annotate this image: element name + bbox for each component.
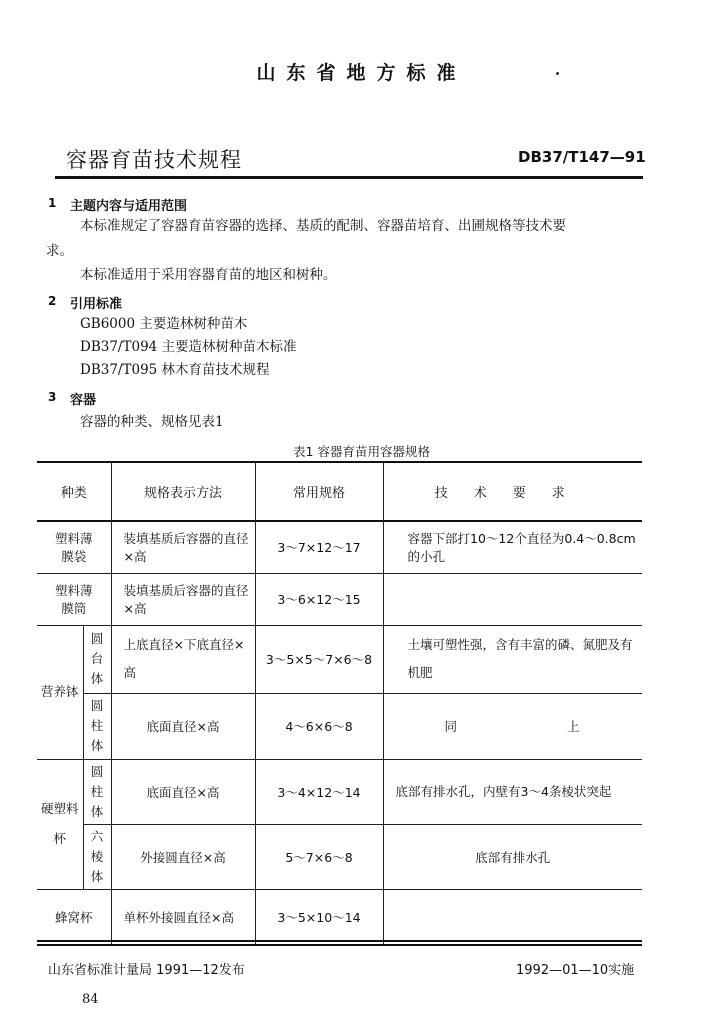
section-3-heading: 容器 bbox=[70, 393, 97, 408]
reference-item: DB37/T094 主要造林树种苗木标准 bbox=[80, 339, 297, 355]
section-1-para-line1: 本标准规定了容器育苗容器的选择、基质的配制、容器苗培育、出圃规格等技术要 bbox=[80, 218, 566, 234]
table-row bbox=[37, 693, 642, 759]
row-spec: 3～5×10～14 bbox=[255, 889, 383, 945]
row-type: 塑料薄膜筒 bbox=[37, 573, 111, 625]
row-type: 塑料薄膜袋 bbox=[37, 521, 111, 573]
row-method: 外接圆直径×高 bbox=[111, 824, 255, 889]
row-spec: 5～7×6～8 bbox=[255, 824, 383, 889]
page-number: 84 bbox=[82, 992, 99, 1007]
table-header-row bbox=[37, 462, 642, 521]
header-tech: 技术要求 bbox=[383, 462, 642, 521]
section-1-para-line2: 求。 bbox=[46, 243, 73, 259]
reference-item: DB37/T095 林木育苗技术规程 bbox=[80, 362, 270, 378]
section-3-number: 3 bbox=[48, 390, 57, 404]
row-method: 底面直径×高 bbox=[111, 759, 255, 824]
section-2-number: 2 bbox=[48, 294, 57, 308]
section-1-para2: 本标准适用于采用容器育苗的地区和树种。 bbox=[80, 267, 337, 283]
table-row bbox=[37, 824, 642, 889]
row-tech: 底部有排水孔 bbox=[383, 824, 642, 889]
row-method: 上底直径×下底直径×高 bbox=[111, 625, 255, 693]
row-spec: 4～6×6～8 bbox=[255, 693, 383, 759]
row-subtype: 圆台体 bbox=[83, 625, 111, 693]
group-label: 硬塑料杯 bbox=[37, 759, 83, 889]
standard-header: 山东省地方标准 bbox=[256, 62, 467, 84]
row-subtype: 圆柱体 bbox=[83, 693, 111, 759]
reference-item: GB6000 主要造林树种苗木 bbox=[80, 316, 248, 332]
row-type: 蜂窝杯 bbox=[37, 889, 111, 945]
row-spec: 3～4×12～14 bbox=[255, 759, 383, 824]
table-caption: 表1 容器育苗用容器规格 bbox=[293, 444, 430, 459]
row-method: 装填基质后容器的直径×高 bbox=[111, 573, 255, 625]
table-row bbox=[37, 889, 642, 945]
implementation-date: 1992—01—10实施 bbox=[516, 963, 635, 978]
row-tech: 土壤可塑性强，含有丰富的磷、氮肥及有机肥 bbox=[383, 625, 642, 693]
section-1-heading: 主题内容与适用范围 bbox=[70, 199, 188, 214]
header-method: 规格表示方法 bbox=[111, 462, 255, 521]
row-tech: 容器下部打10～12个直径为0.4～0.8cm的小孔 bbox=[383, 521, 642, 573]
table-row bbox=[37, 573, 642, 625]
row-tech bbox=[383, 573, 642, 625]
issuer-date: 山东省标准计量局 1991—12发布 bbox=[48, 963, 245, 978]
row-tech: 底部有排水孔，内壁有3～4条棱状突起 bbox=[383, 759, 642, 824]
title-rule bbox=[55, 176, 643, 179]
section-2-heading: 引用标准 bbox=[70, 297, 123, 312]
row-method: 装填基质后容器的直径×高 bbox=[111, 521, 255, 573]
section-3-intro: 容器的种类、规格见表1 bbox=[80, 414, 224, 430]
footer-rule bbox=[37, 940, 642, 942]
row-spec: 3～7×12～17 bbox=[255, 521, 383, 573]
row-method: 单杯外接圆直径×高 bbox=[111, 889, 255, 945]
container-spec-table bbox=[37, 461, 642, 946]
document-code: DB37/T147—91 bbox=[518, 148, 646, 166]
table-row bbox=[37, 759, 642, 824]
header-spec: 常用规格 bbox=[255, 462, 383, 521]
row-method: 底面直径×高 bbox=[111, 693, 255, 759]
document-title: 容器育苗技术规程 bbox=[66, 148, 242, 172]
scan-speck bbox=[556, 72, 559, 75]
header-type: 种类 bbox=[37, 462, 111, 521]
row-subtype: 圆柱体 bbox=[83, 759, 111, 824]
row-subtype: 六棱体 bbox=[83, 824, 111, 889]
table-row bbox=[37, 625, 642, 693]
table-row bbox=[37, 521, 642, 573]
row-tech bbox=[383, 889, 642, 945]
group-label: 营养钵 bbox=[37, 625, 83, 759]
row-spec: 3～5×5～7×6～8 bbox=[255, 625, 383, 693]
row-spec: 3～6×12～15 bbox=[255, 573, 383, 625]
row-tech: 同 上 bbox=[383, 693, 642, 759]
section-1-number: 1 bbox=[48, 196, 57, 210]
